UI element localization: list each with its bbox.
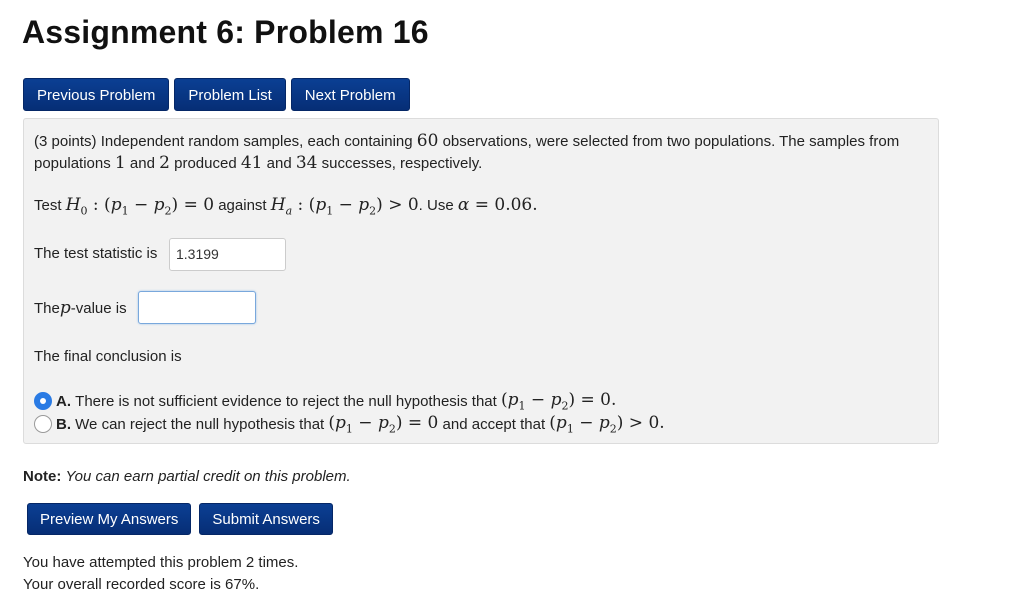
- option-a-math: $(p_1 - p_2) = 0$.: [500, 390, 617, 413]
- problem-panel: [23, 118, 939, 444]
- conclusion-label: The final conclusion is: [34, 348, 182, 365]
- sample-size: 60: [416, 131, 439, 151]
- score-text: Your overall recorded score is 67%.: [23, 576, 260, 593]
- intro-text: populations: [34, 155, 111, 172]
- option-b-math-2: $(p_1 - p_2) > 0$.: [549, 413, 665, 436]
- problem-navigation: [23, 78, 410, 111]
- problem-list-button[interactable]: Problem List: [174, 78, 285, 111]
- answer-actions: [27, 503, 333, 535]
- next-problem-button[interactable]: Next Problem: [291, 78, 410, 111]
- option-text: We can reject the null hypothesis that: [75, 415, 325, 433]
- alternative-hypothesis: $H_a$ : $(p_1 - p_2) > 0$: [270, 195, 419, 218]
- note-text: You can earn partial credit on this problem.: [65, 468, 351, 485]
- problem-intro-line-1: [34, 131, 899, 151]
- alpha: α = 0.06.: [457, 195, 538, 215]
- preview-answers-button[interactable]: Preview My Answers: [27, 503, 191, 535]
- radio-a[interactable]: [34, 392, 52, 410]
- null-hypothesis: $H_0$ : $(p_1 - p_2) = 0$: [65, 195, 215, 218]
- pvalue-label-post: -value is: [70, 300, 127, 317]
- problem-intro-line-2: [34, 153, 482, 173]
- test-statistic-input[interactable]: 1.3199: [169, 238, 286, 271]
- statistic-label: The test statistic is: [34, 245, 158, 262]
- successes-1: 41: [240, 153, 263, 173]
- pvalue-label-var: p: [59, 298, 71, 318]
- use-label: . Use: [418, 197, 454, 214]
- intro-text: and: [129, 155, 155, 172]
- option-a[interactable]: [34, 390, 616, 412]
- alpha-value: 0.06: [494, 195, 533, 215]
- hypothesis-statement: [34, 195, 538, 217]
- pvalue-label-pre: The: [34, 300, 60, 317]
- intro-text: produced: [174, 155, 237, 172]
- intro-text: successes, respectively.: [321, 155, 483, 172]
- attempts-text: You have attempted this problem 2 times.: [23, 554, 299, 571]
- note: [23, 468, 351, 485]
- page-title: Assignment 6: Problem 16: [22, 14, 429, 50]
- problem-points: (3 points): [34, 133, 97, 150]
- p-value-input[interactable]: [138, 291, 256, 324]
- option-b-math-1: $(p_1 - p_2) = 0$: [328, 413, 439, 436]
- against-label: against: [218, 197, 267, 214]
- option-text: There is not sufficient evidence to reject the null hypothesis that: [75, 392, 497, 410]
- intro-text: Independent random samples, each containing: [100, 133, 413, 150]
- option-text-2: and accept that: [442, 415, 546, 433]
- intro-text: observations, were selected from two populations. The samples from: [442, 133, 900, 150]
- attempt-status: [23, 552, 298, 596]
- population-2: 2: [159, 153, 170, 173]
- option-letter: B.: [56, 415, 71, 433]
- option-b[interactable]: [34, 413, 665, 435]
- note-label: Note:: [23, 468, 62, 485]
- successes-2: 34: [295, 153, 318, 173]
- pvalue-label: [34, 298, 127, 318]
- intro-text: and: [266, 155, 292, 172]
- previous-problem-button[interactable]: Previous Problem: [23, 78, 169, 111]
- population-1: 1: [114, 153, 126, 173]
- test-label: Test: [34, 197, 62, 214]
- radio-b[interactable]: [34, 415, 52, 433]
- option-letter: A.: [56, 392, 71, 410]
- submit-answers-button[interactable]: Submit Answers: [199, 503, 333, 535]
